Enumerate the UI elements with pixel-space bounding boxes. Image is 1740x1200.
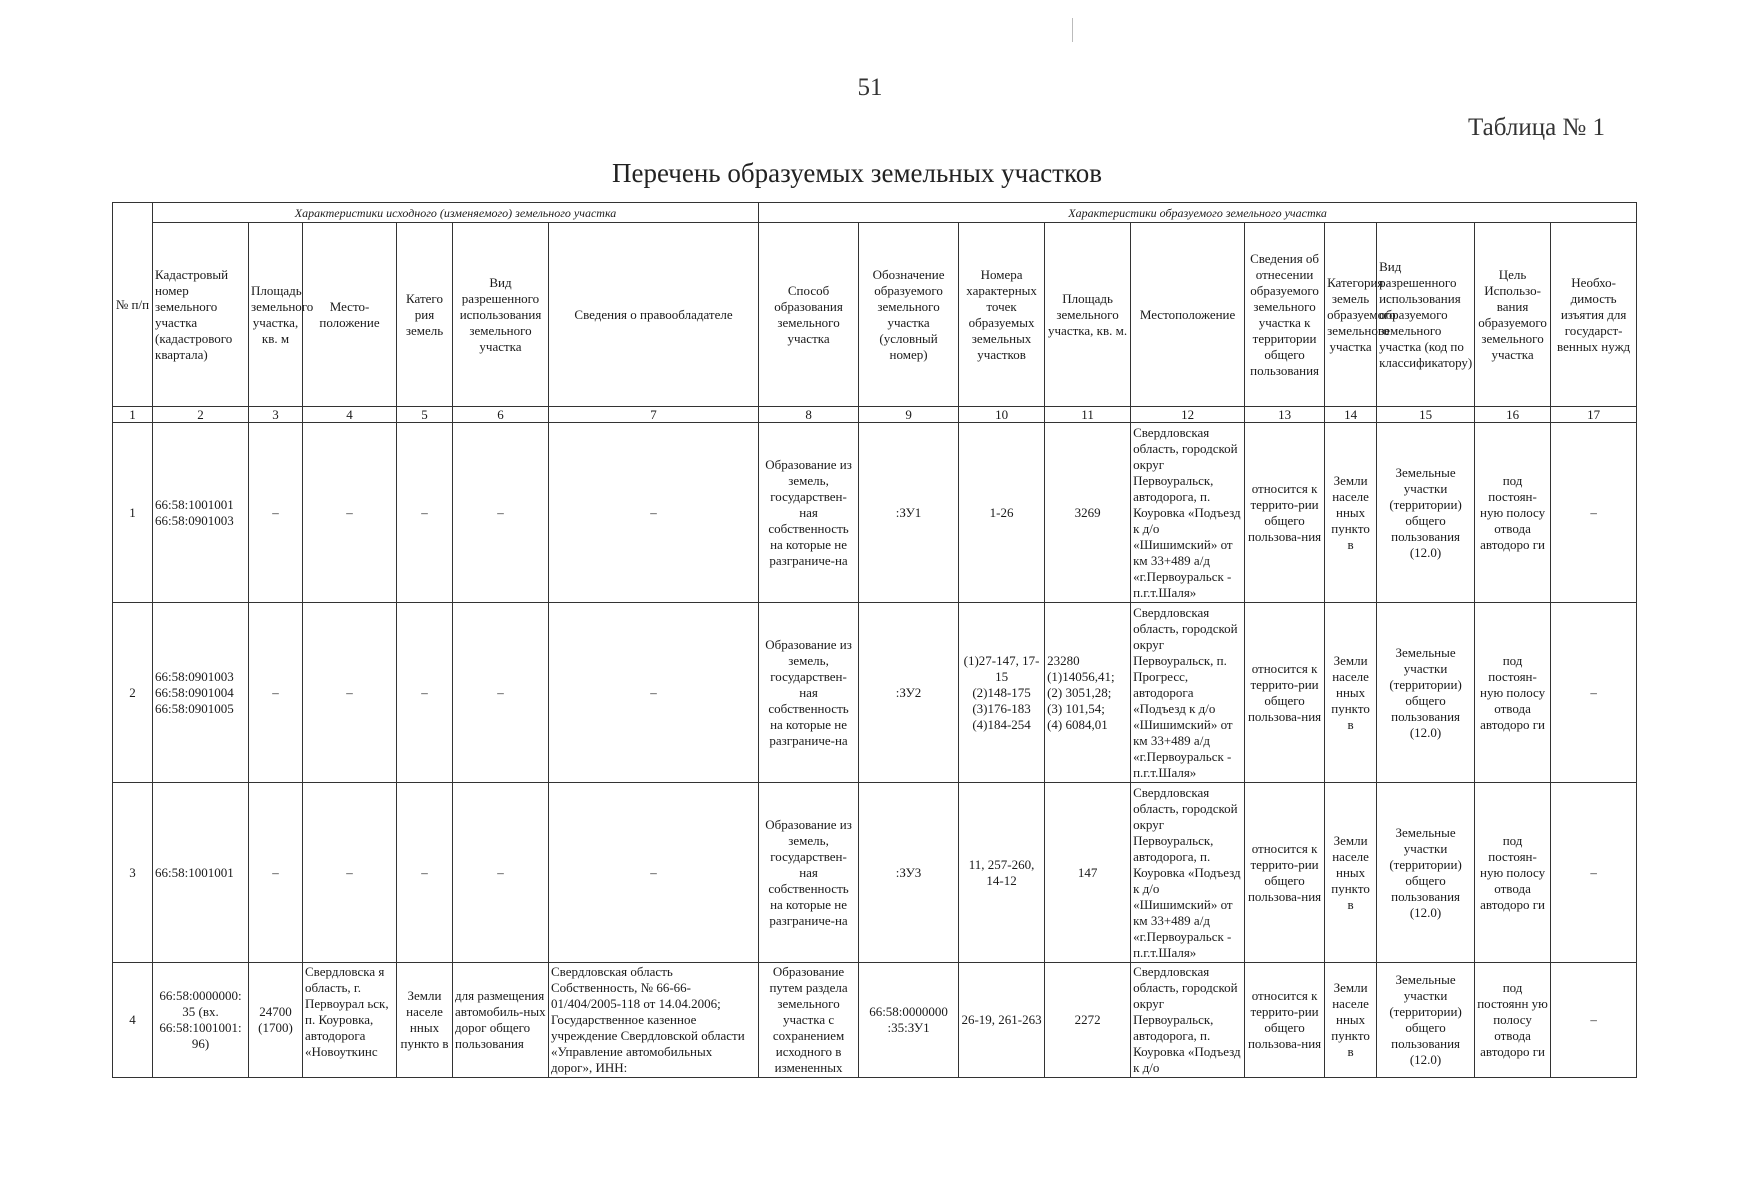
area-line: (3) 101,54;	[1047, 700, 1105, 716]
area-new	[1045, 423, 1131, 603]
table-row	[113, 963, 1637, 1078]
designation: :ЗУ2	[859, 603, 959, 783]
col-number: 3	[249, 407, 303, 423]
category-new: Земли населе нных пункто в	[1325, 423, 1377, 603]
header-use-src: Вид разрешенного использования земельного участка	[453, 223, 549, 407]
points-line: 11, 257-260,	[968, 856, 1035, 872]
category-src: –	[397, 603, 453, 783]
public-territory: относится к террито-рии общего пользова-ния	[1245, 423, 1325, 603]
boundary-points	[959, 963, 1045, 1078]
col-number: 11	[1045, 407, 1131, 423]
table-label: Таблица № 1	[1468, 114, 1606, 141]
boundary-points	[959, 783, 1045, 963]
cadastral-line: 66:58:0901004	[155, 684, 234, 700]
seizure: –	[1551, 603, 1637, 783]
use-new: Земельные участки (территории) общего пользования (12.0)	[1377, 963, 1475, 1078]
seizure: –	[1551, 783, 1637, 963]
area-line: 3269	[1074, 504, 1101, 520]
area-new	[1045, 783, 1131, 963]
area-new	[1045, 963, 1131, 1078]
designation: 66:58:0000000 :35:ЗУ1	[859, 963, 959, 1078]
header-public: Сведения об отнесении образуемого земельного участка к территории общего пользования	[1245, 223, 1325, 407]
points-line: (3)176-183	[972, 700, 1031, 716]
category-new: Земли населе нных пункто в	[1325, 603, 1377, 783]
boundary-points	[959, 423, 1045, 603]
location-src: Свердловска я область, г. Первоурал ьск, п. Коуровка, автодорога «Новоуткинс	[303, 963, 397, 1078]
formation-method: Образование из земель, государствен-ная собственность на которые не разграниче-на	[759, 423, 859, 603]
col-number: 10	[959, 407, 1045, 423]
col-number: 5	[397, 407, 453, 423]
col-number: 4	[303, 407, 397, 423]
use-new: Земельные участки (территории) общего пользования (12.0)	[1377, 783, 1475, 963]
col-number: 2	[153, 407, 249, 423]
category-src: –	[397, 783, 453, 963]
cadastral-number	[153, 783, 249, 963]
location-src: –	[303, 783, 397, 963]
col-number: 1	[113, 407, 153, 423]
public-territory: относится к террито-рии общего пользова-ния	[1245, 783, 1325, 963]
col-number: 9	[859, 407, 959, 423]
table-row	[113, 423, 1637, 603]
header-owner: Сведения о правообладателе	[549, 223, 759, 407]
scan-mark	[1072, 18, 1073, 42]
area-line: 147	[1077, 864, 1098, 880]
category-src: Земли населе нных пункто в	[397, 963, 453, 1078]
cadastral-line: 66:58:0901003	[155, 668, 234, 684]
header-columns-row	[113, 223, 1637, 407]
header-area-new: Площадь земельного участка, кв. м.	[1045, 223, 1131, 407]
area-src: –	[249, 783, 303, 963]
cadastral-line: 66:58:1001001:	[159, 1020, 242, 1035]
location-src: –	[303, 603, 397, 783]
formation-method: Образование из земель, государствен-ная собственность на которые не разграниче-на	[759, 783, 859, 963]
public-territory: относится к террито-рии общего пользова-ния	[1245, 963, 1325, 1078]
formation-method: Образование из земель, государствен-ная собственность на которые не разграниче-на	[759, 603, 859, 783]
cadastral-number	[153, 423, 249, 603]
col-number: 17	[1551, 407, 1637, 423]
points-line: 1-26	[989, 504, 1014, 520]
points-line: 14-12	[986, 872, 1017, 888]
header-location-new: Местоположение	[1131, 223, 1245, 407]
owner: Свердловская область Собственность, № 66-66-01/404/2005-118 от 14.04.2006; Государственное казенное учреждение Свердловской области «Управление автомобильных дорог», ИНН:	[549, 963, 759, 1078]
boundary-points	[959, 603, 1045, 783]
points-line: 26-19, 261-263	[961, 1012, 1042, 1027]
col-number: 15	[1377, 407, 1475, 423]
header-category-new: Категория земель образуемого земельного участка	[1325, 223, 1377, 407]
use-new: Земельные участки (территории) общего пользования (12.0)	[1377, 423, 1475, 603]
table-row	[113, 603, 1637, 783]
header-points: Номера характерных точек образуемых земельных участков	[959, 223, 1045, 407]
cadastral-line: 66:58:0901005	[155, 700, 234, 716]
purpose: под постоянн ую полосу отвода автодоро ги	[1475, 963, 1551, 1078]
seizure: –	[1551, 963, 1637, 1078]
formation-method: Образование путем раздела земельного участка с сохранением исходного в измененных	[759, 963, 859, 1078]
cadastral-line: 66:58:0901003	[155, 512, 234, 528]
row-number: 4	[113, 963, 153, 1078]
header-group-formed: Характеристики образуемого земельного участка	[759, 203, 1637, 223]
location-new: Свердловская область, городской округ Первоуральск, автодорога, п. Коуровка «Подъезд к д/о «Шишимский» от км 33+489 а/д «г.Первоуральск - п.г.т.Шаля»	[1131, 423, 1245, 603]
category-new: Земли населе нных пункто в	[1325, 783, 1377, 963]
seizure: –	[1551, 423, 1637, 603]
owner: –	[549, 783, 759, 963]
purpose: под постоян-ную полосу отвода автодоро ги	[1475, 603, 1551, 783]
header-seizure: Необхо-димость изъятия для государст-венных нужд	[1551, 223, 1637, 407]
table-row	[113, 783, 1637, 963]
col-number: 16	[1475, 407, 1551, 423]
header-group-source: Характеристики исходного (изменяемого) земельного участка	[153, 203, 759, 223]
area-line: (1)14056,41;	[1047, 668, 1115, 684]
header-location-src: Место-положение	[303, 223, 397, 407]
document-title: Перечень образуемых земельных участков	[612, 158, 1102, 188]
public-territory: относится к террито-рии общего пользова-ния	[1245, 603, 1325, 783]
category-src: –	[397, 423, 453, 603]
cadastral-line: 66:58:0000000:	[159, 988, 242, 1003]
col-number: 6	[453, 407, 549, 423]
row-number: 1	[113, 423, 153, 603]
row-number: 2	[113, 603, 153, 783]
points-line: (1)27-147, 17-15	[963, 652, 1040, 684]
area-line: 2272	[1074, 1012, 1101, 1027]
area-line: 23280	[1047, 652, 1080, 668]
use-new: Земельные участки (территории) общего пользования (12.0)	[1377, 603, 1475, 783]
designation: :ЗУ1	[859, 423, 959, 603]
category-new: Земли населе нных пункто в	[1325, 963, 1377, 1078]
col-number: 14	[1325, 407, 1377, 423]
designation: :ЗУ3	[859, 783, 959, 963]
location-new: Свердловская область, городской округ Первоуральск, автодорога, п. Коуровка «Подъезд к д/о	[1131, 963, 1245, 1078]
header-no: № п/п	[113, 203, 153, 407]
points-line: (2)148-175	[972, 684, 1031, 700]
area-src: –	[249, 603, 303, 783]
use-src: –	[453, 603, 549, 783]
area-new	[1045, 603, 1131, 783]
cadastral-number	[153, 603, 249, 783]
area-line: (4) 6084,01	[1047, 716, 1108, 732]
col-number: 8	[759, 407, 859, 423]
row-number: 3	[113, 783, 153, 963]
land-plots-table	[112, 202, 1637, 1078]
cadastral-line: 66:58:1001001	[155, 864, 234, 880]
cadastral-line: 66:58:1001001	[155, 496, 234, 512]
col-number: 13	[1245, 407, 1325, 423]
location-new: Свердловская область, городской округ Первоуральск, п. Прогресс, автодорога «Подъезд к д/о «Шишимский» от км 33+489 а/д «г.Первоуральск - п.г.т.Шаля»	[1131, 603, 1245, 783]
header-area-src: Площадь земельного участка, кв. м	[249, 223, 303, 407]
header-category-src: Катего рия земель	[397, 223, 453, 407]
header-method: Способ образования земельного участка	[759, 223, 859, 407]
purpose: под постоян-ную полосу отвода автодоро ги	[1475, 423, 1551, 603]
header-use-new: Вид разрешенного использования образуемого земельного участка (код по классификатору)	[1377, 223, 1475, 407]
location-new: Свердловская область, городской округ Первоуральск, автодорога, п. Коуровка «Подъезд к д/о «Шишимский» от км 33+489 а/д «г.Первоуральск - п.г.т.Шаля»	[1131, 783, 1245, 963]
cadastral-line: 35 (вх.	[182, 1004, 219, 1019]
header-group-row	[113, 203, 1637, 223]
owner: –	[549, 423, 759, 603]
header-cadastral: Кадастровый номер земельного участка (кадастрового квартала)	[153, 223, 249, 407]
location-src: –	[303, 423, 397, 603]
header-designation: Обозначение образуемого земельного участка (условный номер)	[859, 223, 959, 407]
cadastral-number	[153, 963, 249, 1078]
area-src: 24700 (1700)	[249, 963, 303, 1078]
area-src: –	[249, 423, 303, 603]
use-src: –	[453, 783, 549, 963]
owner: –	[549, 603, 759, 783]
points-line: (4)184-254	[972, 716, 1031, 732]
header-purpose: Цель Использо-вания образуемого земельного участка	[1475, 223, 1551, 407]
page-number: 51	[857, 74, 883, 101]
col-number: 7	[549, 407, 759, 423]
use-src: для размещения автомобиль-ных дорог общего пользования	[453, 963, 549, 1078]
area-line: (2) 3051,28;	[1047, 684, 1112, 700]
use-src: –	[453, 423, 549, 603]
col-number: 12	[1131, 407, 1245, 423]
cadastral-line: 96)	[191, 1036, 210, 1051]
header-numbers-row	[113, 407, 1637, 423]
purpose: под постоян-ную полосу отвода автодоро ги	[1475, 783, 1551, 963]
